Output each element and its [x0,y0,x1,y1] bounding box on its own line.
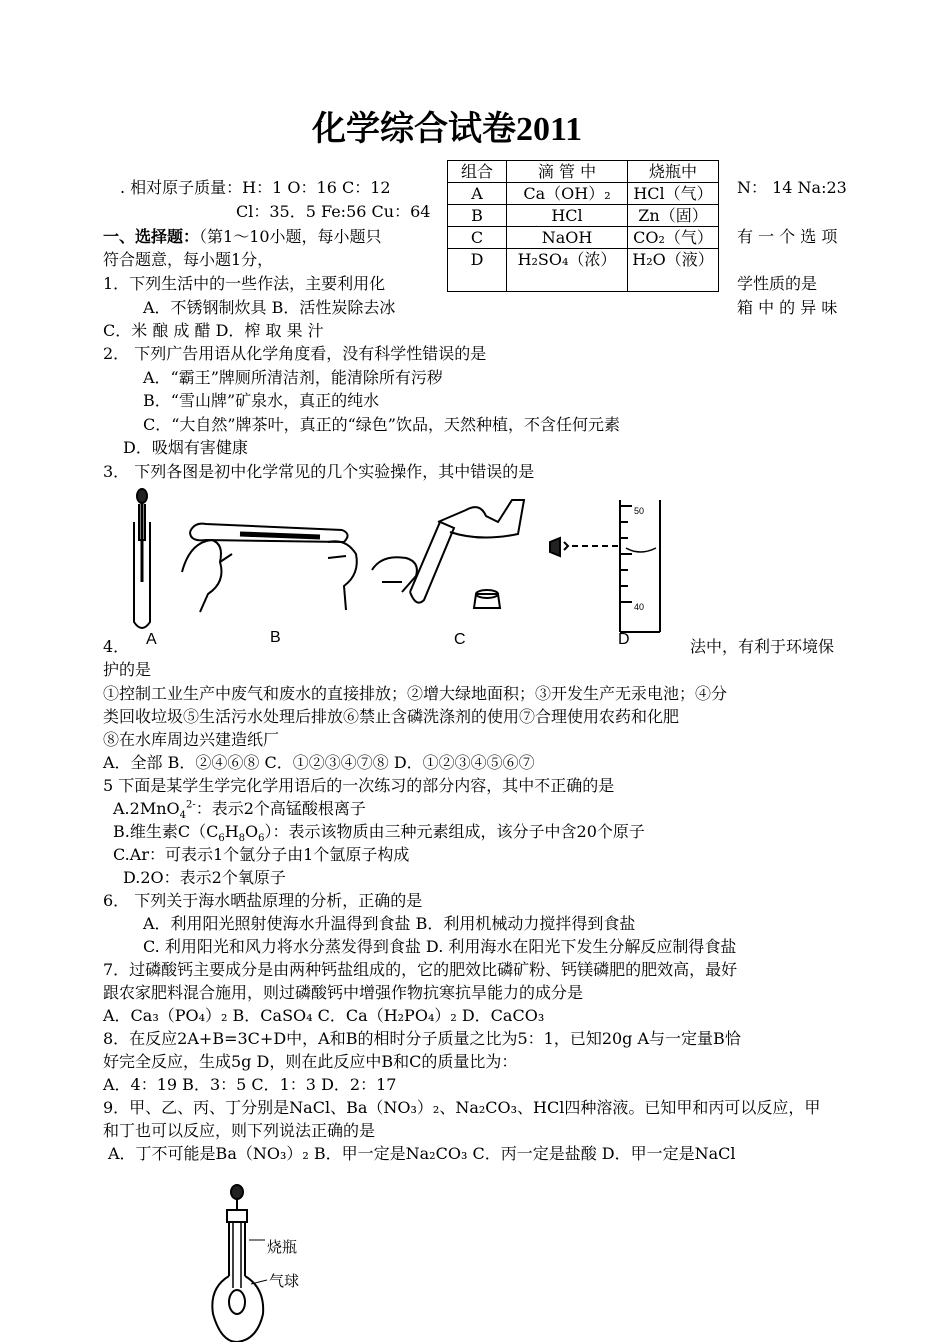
table-row [448,183,719,205]
question-5-stem: 5 下面是某学生学完化学用语后的一次练习的部分内容，其中不正确的是 [103,776,615,795]
table-cell: H₂O（液） [628,249,719,292]
dropper-in-test-tube-drawing [134,489,150,628]
figure-label-c: C [454,631,466,648]
combination-table [447,160,719,292]
section-heading [103,226,382,248]
q5a-sub: 4 [179,810,186,822]
table-cell: B [448,205,507,227]
table-header: 组合 [448,161,507,183]
question-2-option-b: B．“雪山牌”矿泉水，真正的纯水 [143,391,380,410]
table-cell: A [448,183,507,205]
table-row [448,249,719,292]
question-1-options-cd: C．米 酿 成 醋 D．榨 取 果 汁 [103,321,324,340]
question-4-line2: 护的是 [103,660,152,679]
page-title: 化学综合试卷2011 [312,111,583,148]
question-5-option-c: C.Ar：可表示1个氩分子由1个氩原子构成 [113,845,410,864]
question-4-stem-start: 4． [103,637,130,656]
question-5-option-a [113,798,366,820]
table-row [448,205,719,227]
cylinder-mark-50: 50 [634,506,645,516]
table-cell: HCl [507,205,628,227]
table-cell: HCl（气） [628,183,719,205]
question-7-options: A．Ca₃（PO₄）₂ B．CaSO₄ C．Ca（H₂PO₄）₂ D．CaCO₃ [103,1006,545,1025]
q5b-desc: ）：表示该物质由三种元素组成，该分子中含20个原子 [264,822,645,841]
question-2-stem: 2． 下列广告用语从化学角度看，没有科学性错误的是 [103,344,487,363]
question-6-stem: 6． 下列关于海水晒盐原理的分析，正确的是 [103,891,423,910]
q5b-o: O [245,822,259,841]
question-4-line4: 类回收垃圾⑤生活污水处理后排放⑥禁止含磷洗涤剂的使用⑦合理使用农药和化肥 [103,707,680,726]
question-3-stem: 3． 下列各图是初中化学常见的几个实验操作，其中错误的是 [103,462,535,481]
flask-balloon-apparatus [205,1180,325,1342]
question-4-options: A．全部 B．②④⑥⑧ C．①②③④⑦⑧ D．①②③④⑤⑥⑦ [103,753,535,772]
question-1-stem-right: 学性质的是 [737,274,818,293]
question-1-stem: 1．下列生活中的一些作法，主要利用化 [103,274,386,293]
balloon-label: 气球 [269,1273,300,1290]
question-7-line2: 跟农家肥料混合施用，则过磷酸钙中增强作物抗寒抗旱能力的成分是 [103,983,584,1002]
table-header: 烧瓶中 [628,161,719,183]
q5a-sup: 2- [186,799,196,811]
question-5-option-d: D.2O：表示2个氧原子 [123,868,286,887]
cylinder-mark-40: 40 [634,602,645,612]
q5b-h: H [224,822,239,841]
question-9-options: A．丁不可能是Ba（NO₃）₂ B．甲一定是Na₂CO₃ C．丙一定是盐酸 D．甲一定是NaCl [108,1144,736,1163]
table-cell: NaOH [507,227,628,249]
section-heading-right: 有 一 个 选 项 [737,227,838,246]
figure-label-d: D [618,631,630,648]
atomic-mass-line1-right: N： 14 Na:23 [737,178,847,197]
question-2-option-c: C．“大自然”牌茶叶，真正的“绿色”饮品，天然种植，不含任何元素 [143,415,620,434]
question-8-line2: 好完全反应，生成5g D，则在此反应中B和C的质量比为： [103,1052,518,1071]
table-cell: Zn（固） [628,205,719,227]
question-6-options-ab: A．利用阳光照射使海水升温得到食盐 B．利用机械动力搅拌得到食盐 [143,914,636,933]
q5a-desc: ：表示2个高锰酸根离子 [195,799,366,818]
figure-label-b: B [270,629,281,646]
question-4-line5: ⑧在水库周边兴建造纸厂 [103,730,280,749]
table-row [448,227,719,249]
figure-label-a: A [146,631,157,648]
table-cell: Ca（OH）₂ [507,183,628,205]
question-7-line1: 7．过磷酸钙主要成分是由两种钙盐组成的，它的肥效比磷矿粉、钙镁磷肥的肥效高，最好 [103,960,738,979]
q5b-sub3: 6 [258,833,265,845]
question-8-line1: 8．在反应2A+B=3C+D中，A和B的相时分子质量之比为5：1，已知20g A与一定量B恰 [103,1029,741,1048]
section-heading-rest: （第1～10小题，每小题只 [199,227,382,246]
question-6-options-cd: C. 利用阳光和风力将水分蒸发得到食盐 D. 利用海水在阳光下发生分解反应制得食盐 [143,937,737,956]
table-cell: CO₂（气） [628,227,719,249]
question-5-option-b [113,821,645,843]
question-4-line3: ①控制工业生产中废气和废水的直接排放；②增大绿地面积；③开发生产无汞电池；④分 [103,684,728,703]
hands-holding-tube-drawing [182,524,357,612]
table-cell: C [448,227,507,249]
question-4-stem-end: 法中，有利于环境保 [690,637,835,656]
table-header-row [448,161,719,183]
reading-graduated-cylinder-drawing [550,500,660,632]
table-cell: H₂SO₄（浓） [507,249,628,292]
q5b-sub1: 6 [218,833,225,845]
question-1-options-ab-right: 箱 中 的 异 味 [737,298,838,317]
atomic-mass-line1: . 相对原子质量：H：1 O：16 C：12 [120,178,391,197]
lab-operations-figure [120,482,680,652]
section-heading-label: 一、选择题： [103,227,200,246]
q5b-sub2: 8 [238,833,246,845]
flask-label: 烧瓶 [267,1239,298,1256]
q5a-text: A.2MnO [113,799,180,818]
question-9-line1: 9．甲、乙、丙、丁分别是NaCl、Ba（NO₃）₂、Na₂CO₃、HCl四种溶液。已知甲和丙可以反应，甲 [103,1098,821,1117]
question-9-line2: 和丁也可以反应，则下列说法正确的是 [103,1121,376,1140]
table-header: 滴 管 中 [507,161,628,183]
question-8-options: A．4：19 B．3：5 C．1：3 D．2：17 [103,1075,397,1094]
question-2-option-a: A．“霸王”牌厕所清洁剂，能清除所有污秽 [143,368,443,387]
table-cell: D [448,249,507,292]
q5b-text: B.维生素C（C [113,822,219,841]
question-1-options-ab: A．不锈钢制炊具 B．活性炭除去冰 [143,298,396,317]
question-2-option-d: D．吸烟有害健康 [123,438,248,457]
atomic-mass-line2: Cl：35．5 Fe:56 Cu：64 [236,202,431,221]
pouring-liquid-drawing [372,500,524,608]
section-heading-line2: 符合题意，每小题1分， [103,250,274,269]
